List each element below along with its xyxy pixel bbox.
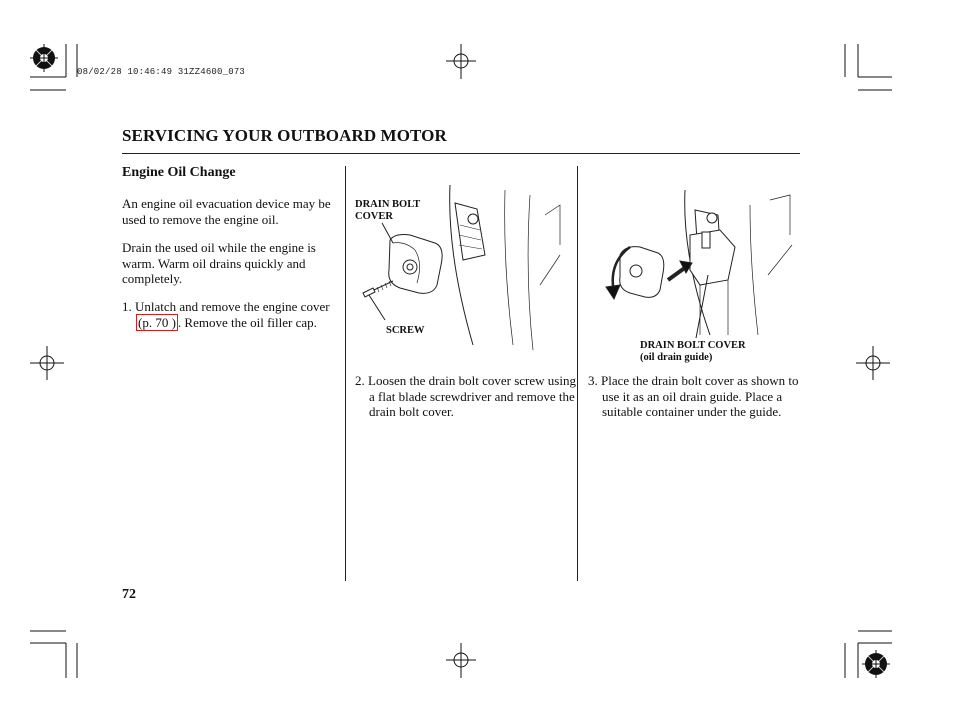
title-rule — [122, 153, 800, 154]
label-screw: SCREW — [386, 325, 425, 336]
starburst-bottom-right — [862, 650, 890, 678]
crosshair-left — [30, 346, 64, 380]
label-line-2: (oil drain guide) — [640, 352, 713, 363]
print-stamp: 08/02/28 10:46:49 31ZZ4600_073 — [77, 67, 246, 77]
label-line-1: DRAIN BOLT COVER — [640, 340, 746, 351]
label-drain-bolt-cover-oil-drain-guide — [640, 340, 780, 364]
page-number: 72 — [122, 587, 136, 602]
crosshair-bottom — [446, 643, 476, 678]
step-1-text-after: . Remove the oil filler cap. — [177, 314, 317, 330]
paragraph-drain-warm: Drain the used oil while the engine is warm. Warm oil drains quickly and completely. — [122, 240, 316, 286]
column-divider-1 — [345, 166, 346, 581]
crosshair-right — [856, 346, 890, 380]
label-drain-bolt-cover: DRAIN BOLT COVER — [355, 199, 421, 222]
oil-drain-guide-illustration — [600, 185, 795, 340]
step-3: 3. Place the drain bolt cover as shown to use it as an oil drain guide. Place a suitable container under the guide. — [588, 373, 799, 419]
paragraph-evacuation-device: An engine oil evacuation device may be used to remove the engine oil. — [122, 196, 331, 227]
step-1-text-before: 1. Unlatch and remove the engine cover — [122, 299, 330, 314]
page-reference-link[interactable]: (p. 70 ) — [138, 314, 176, 330]
step-1 — [122, 299, 346, 330]
step-2: 2. Loosen the drain bolt cover screw using a flat blade screwdriver and remove the drain bolt cover. — [355, 373, 576, 419]
subheading-engine-oil-change: Engine Oil Change — [122, 165, 236, 180]
starburst-top-left — [30, 44, 58, 72]
crosshair-top — [446, 44, 476, 79]
section-title: SERVICING YOUR OUTBOARD MOTOR — [122, 126, 447, 145]
